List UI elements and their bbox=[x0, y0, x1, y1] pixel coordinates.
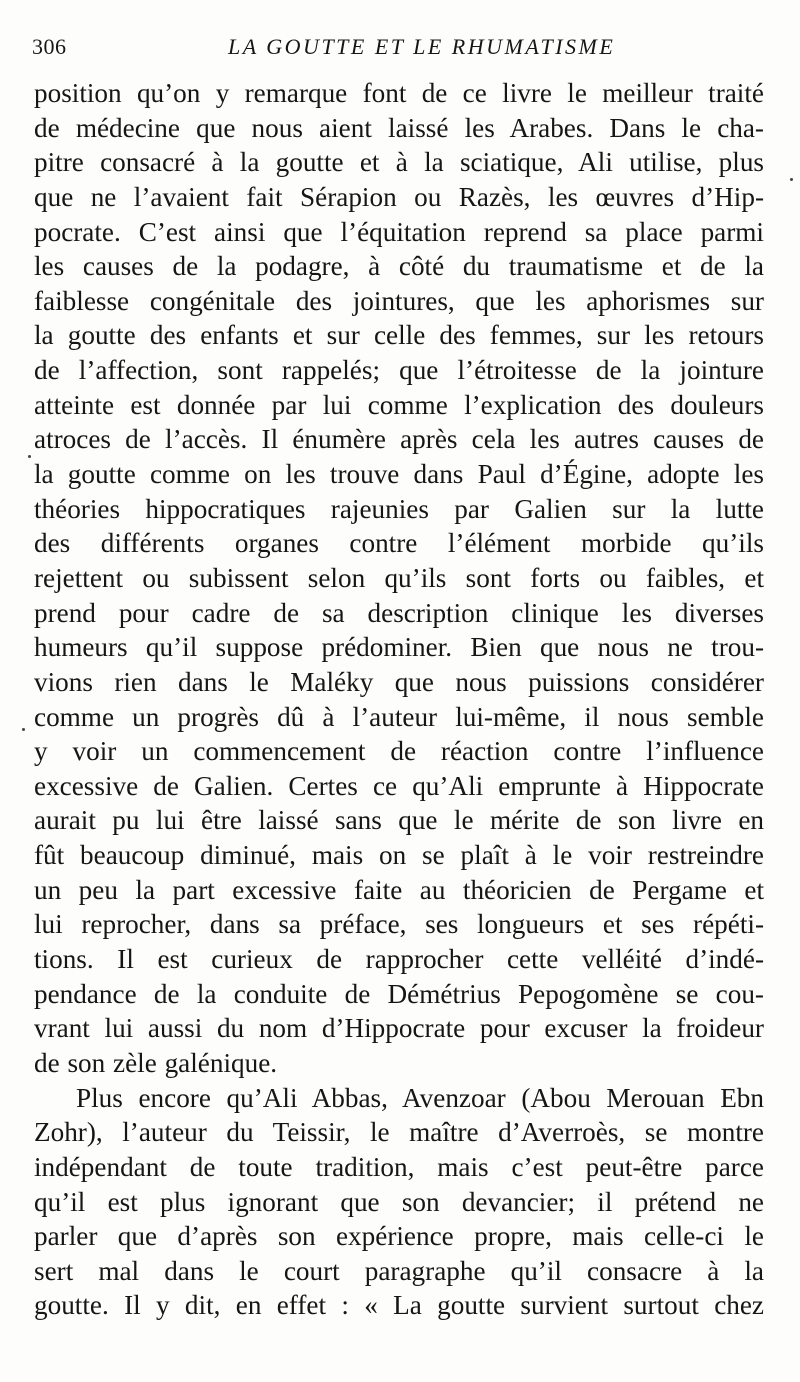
text-line: Plus encore qu’Ali Abbas, Avenzoar (Abou Merouan Ebn bbox=[76, 1082, 764, 1113]
text-line: un peu la part excessive faite au théoricien de Pergame et bbox=[34, 874, 764, 905]
print-speck bbox=[790, 178, 793, 181]
text-line: excessive de Galien. Certes ce qu’Ali emprunte à Hippocrate bbox=[34, 770, 764, 801]
text-line: de médecine que nous aient laissé les Arabes. Dans le cha- bbox=[34, 112, 764, 143]
paragraph-1 bbox=[34, 76, 764, 1081]
text-line: de son zèle galénique. bbox=[34, 1047, 278, 1078]
text-line: aurait pu lui être laissé sans que le mérite de son livre en bbox=[34, 805, 764, 836]
text-line: la goutte des enfants et sur celle des femmes, sur les retours bbox=[34, 320, 764, 351]
text-line: pitre consacré à la goutte et à la sciatique, Ali utilise, plus bbox=[34, 147, 764, 178]
page-number: 306 bbox=[32, 34, 67, 59]
text-line: des différents organes contre l’élément morbide qu’ils bbox=[34, 528, 764, 559]
text-line: pendance de la conduite de Démétrius Pepogomène se cou- bbox=[34, 978, 764, 1009]
paragraph-2 bbox=[34, 1081, 764, 1323]
print-speck bbox=[28, 455, 31, 458]
text-line: prend pour cadre de sa description clinique les diverses bbox=[34, 597, 764, 628]
text-line: y voir un commencement de réaction contre l’influence bbox=[34, 736, 764, 767]
text-line: goutte. Il y dit, en effet : « La goutte survient surtout chez bbox=[34, 1290, 764, 1321]
print-speck bbox=[22, 728, 25, 731]
text-line: de l’affection, sont rappelés; que l’étroitesse de la jointure bbox=[34, 355, 764, 386]
text-line: qu’il est plus ignorant que son devancier; il prétend ne bbox=[34, 1186, 764, 1217]
text-line: vrant lui aussi du nom d’Hippocrate pour excuser la froideur bbox=[34, 1013, 764, 1044]
text-line: que ne l’avaient fait Sérapion ou Razès, les œuvres d’Hip- bbox=[34, 181, 764, 212]
text-line: sert mal dans le court paragraphe qu’il consacre à la bbox=[34, 1255, 764, 1286]
page-header bbox=[32, 34, 760, 64]
text-line: pocrate. C’est ainsi que l’équitation reprend sa place parmi bbox=[34, 216, 764, 247]
text-line: fût beaucoup diminué, mais on se plaît à le voir restreindre bbox=[34, 840, 764, 871]
text-line: tions. Il est curieux de rapprocher cette velléité d’indé- bbox=[34, 944, 764, 975]
text-line: rejettent ou subissent selon qu’ils sont forts ou faibles, et bbox=[34, 562, 764, 593]
text-line: atroces de l’accès. Il énumère après cela les autres causes de bbox=[34, 424, 764, 455]
text-line: humeurs qu’il suppose prédominer. Bien que nous ne trou- bbox=[34, 632, 764, 663]
text-line: lui reprocher, dans sa préface, ses longueurs et ses répéti- bbox=[34, 909, 764, 940]
text-line: théories hippocratiques rajeunies par Galien sur la lutte bbox=[34, 493, 764, 524]
running-title: LA GOUTTE ET LE RHUMATISME bbox=[228, 34, 616, 59]
text-line: position qu’on y remarque font de ce livre le meilleur traité bbox=[34, 78, 764, 108]
text-line: atteinte est donnée par lui comme l’explication des douleurs bbox=[34, 389, 764, 420]
text-line: indépendant de toute tradition, mais c’est peut-être parce bbox=[34, 1151, 764, 1182]
text-line: les causes de la podagre, à côté du traumatisme et de la bbox=[34, 251, 764, 282]
text-line: parler que d’après son expérience propre, mais celle-ci le bbox=[34, 1221, 764, 1252]
text-line: faiblesse congénitale des jointures, que les aphorismes sur bbox=[34, 285, 764, 316]
body-text bbox=[34, 76, 764, 1323]
text-line: la goutte comme on les trouve dans Paul d’Égine, adopte les bbox=[34, 459, 764, 490]
text-line: vions rien dans le Maléky que nous puissions considérer bbox=[34, 666, 764, 697]
text-line: comme un progrès dû à l’auteur lui-même, il nous semble bbox=[34, 701, 764, 732]
text-line: Zohr), l’auteur du Teissir, le maître d’Averroès, se montre bbox=[34, 1117, 764, 1148]
